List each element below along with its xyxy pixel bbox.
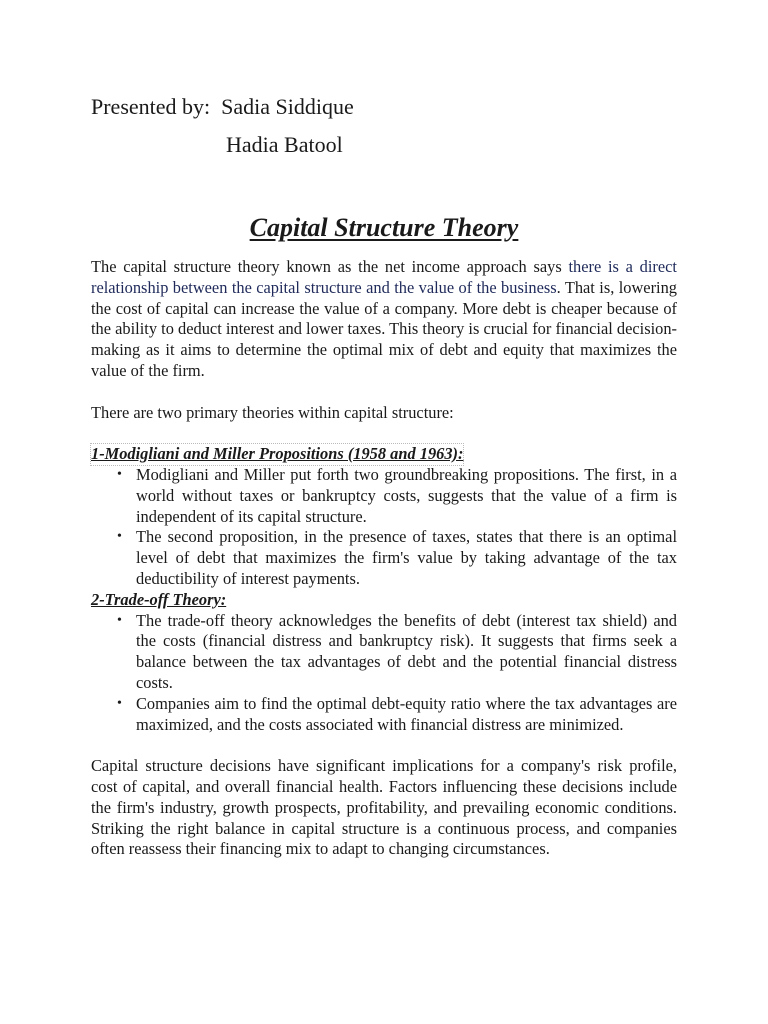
section-heading-mm: 1-Modigliani and Miller Propositions (1958 and 1963):: [91, 444, 464, 464]
bullet-icon: •: [117, 529, 122, 545]
bullet-icon: •: [117, 695, 122, 711]
conclusion-paragraph: Capital structure decisions have significant implications for a company's risk profile, cost of capital, and overall financial health. Factors influencing these decisions include the firm's industry, growth prospects, profitability, and prevailing economic conditions. Striking the right balance in capital structure is a continuous process, and companies often reassess their financing mix to adapt to changing circumstances.: [91, 756, 677, 859]
list-item-text: Modigliani and Miller put forth two groundbreaking propositions. The first, in a world without taxes or bankruptcy costs, suggests that the value of a firm is independent of its capital structure.: [136, 464, 677, 526]
bullet-icon: •: [117, 612, 122, 628]
section-modigliani-miller: [91, 444, 677, 590]
presenter-name-1: Sadia Siddique: [221, 94, 354, 119]
list-item: [117, 464, 677, 527]
document-body: [91, 257, 677, 860]
spacer: [91, 423, 677, 444]
intro-paragraph: [91, 257, 677, 382]
presenter-name-2: Hadia Batool: [226, 132, 343, 157]
spacer: [91, 735, 677, 756]
document-title: Capital Structure Theory: [249, 213, 519, 242]
list-item: [117, 693, 677, 736]
intro-text-2: . That is, lowering the cost of capital can increase the value of a company. More debt is cheaper because of the ability to deduct interest and lower taxes: [91, 277, 677, 339]
section-trade-off: [91, 590, 677, 736]
theories-intro: There are two primary theories within capital structure:: [91, 402, 454, 422]
bullet-list-mm: [91, 465, 677, 590]
section-heading-tradeoff: 2-Trade-off Theory:: [91, 589, 227, 609]
spacer: [91, 382, 677, 403]
intro-text-3: . This theory is crucial for financial decision-making as it aims to determine the optimal mix of debt and equity that maximizes the value of the firm.: [91, 319, 678, 380]
presented-by-label: Presented by:: [91, 94, 211, 119]
intro-text-highlight-1: there is a direct relationship between the capital structure and the value of the business: [91, 257, 677, 297]
list-item-text: The second proposition, in the presence of taxes, states that there is an optimal level of debt that maximizes the firm's value by taking advantage of the tax deductibility of interest payments.: [136, 527, 677, 588]
list-item-text: Companies aim to find the optimal debt-equity ratio where the tax advantages are maximized, and the costs associated with financial distress are minimized.: [136, 693, 677, 734]
bullet-list-tradeoff: [91, 611, 677, 736]
presenter-line: [91, 94, 354, 120]
bullet-icon: •: [117, 466, 122, 482]
intro-text-1: The capital structure theory known as the net income approach says: [91, 257, 569, 276]
list-item: [117, 610, 677, 694]
list-item: [117, 527, 677, 589]
list-item-text: The trade-off theory acknowledges the benefits of debt (interest tax shield) and the costs (financial distress and bankruptcy risk). It suggests that firms seek a balance between the tax advantages of debt and the potential financial distress costs.: [136, 610, 677, 692]
